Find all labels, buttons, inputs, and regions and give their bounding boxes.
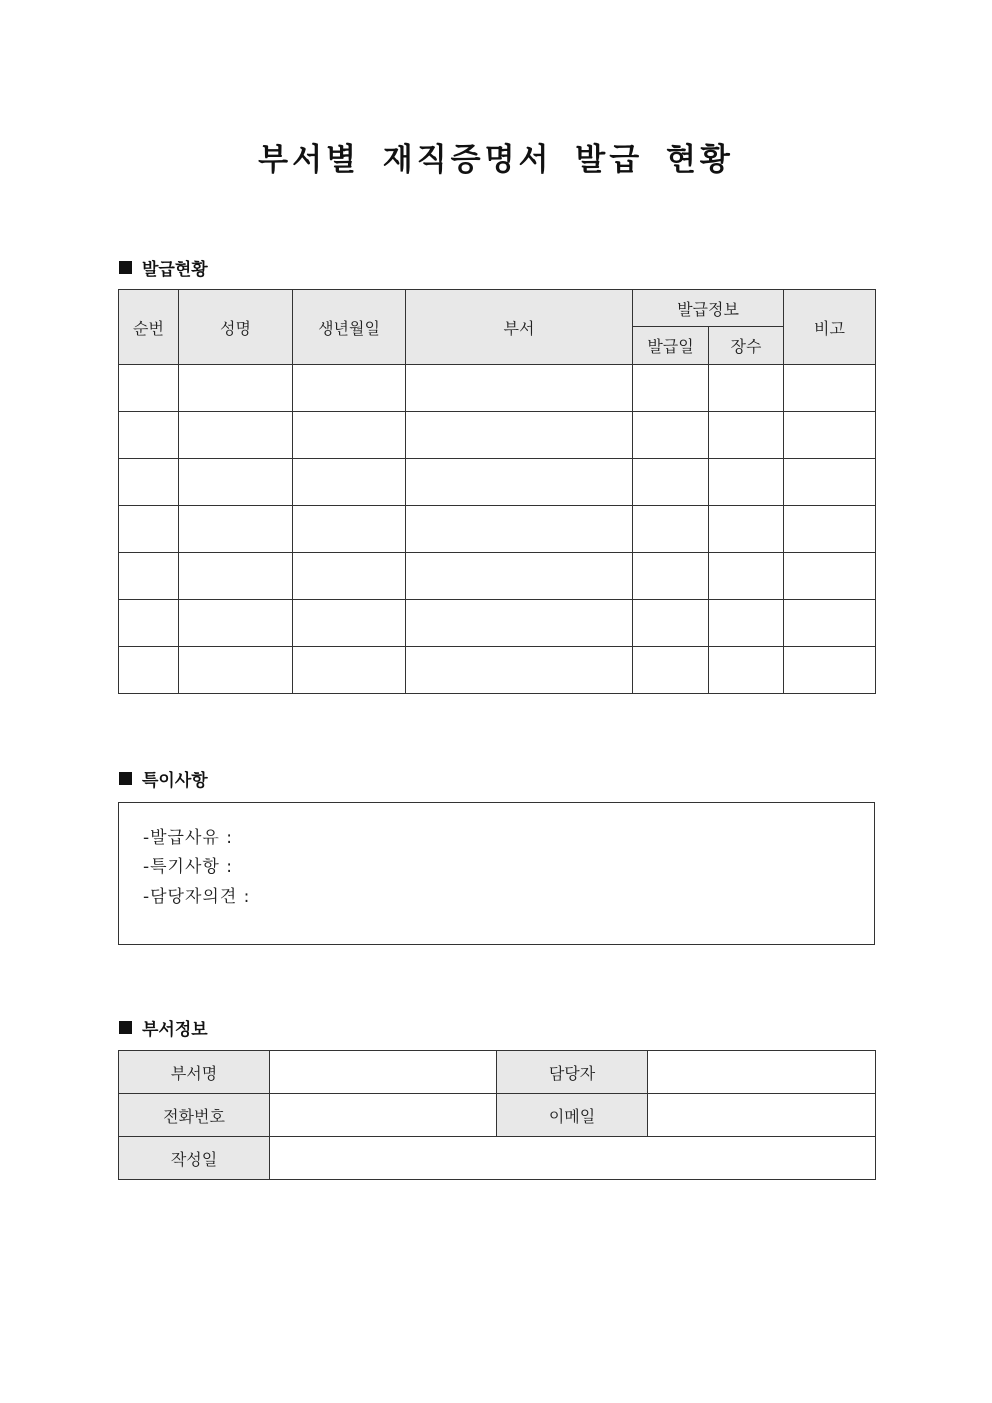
table-cell[interactable] <box>709 553 784 600</box>
table-cell[interactable] <box>119 459 179 506</box>
table-cell[interactable] <box>406 600 633 647</box>
table-cell[interactable] <box>293 412 406 459</box>
table-cell[interactable] <box>119 553 179 600</box>
section-title: 부서정보 <box>142 1020 208 1040</box>
label-phone: 전화번호 <box>119 1094 270 1137</box>
header-count: 장수 <box>709 327 784 365</box>
label-manager: 담당자 <box>497 1051 648 1094</box>
table-cell[interactable] <box>633 506 709 553</box>
table-cell[interactable] <box>784 459 876 506</box>
header-birth: 생년월일 <box>293 290 406 365</box>
table-row <box>119 506 876 553</box>
table-row <box>119 365 876 412</box>
table-cell[interactable] <box>293 459 406 506</box>
value-dept-name[interactable] <box>270 1051 497 1094</box>
table-row <box>119 459 876 506</box>
table-cell[interactable] <box>784 647 876 694</box>
table-row <box>119 600 876 647</box>
table-cell[interactable] <box>119 365 179 412</box>
square-bullet-icon <box>119 772 132 785</box>
table-cell[interactable] <box>293 647 406 694</box>
section-heading-issue-status <box>119 255 208 280</box>
table-cell[interactable] <box>293 600 406 647</box>
table-cell[interactable] <box>709 365 784 412</box>
table-cell[interactable] <box>633 365 709 412</box>
table-cell[interactable] <box>633 412 709 459</box>
label-email: 이메일 <box>497 1094 648 1137</box>
header-issue-date: 발급일 <box>633 327 709 365</box>
square-bullet-icon <box>119 261 132 274</box>
table-cell[interactable] <box>709 412 784 459</box>
header-dept: 부서 <box>406 290 633 365</box>
table-cell[interactable] <box>406 553 633 600</box>
table-cell[interactable] <box>633 647 709 694</box>
table-cell[interactable] <box>179 365 293 412</box>
header-note: 비고 <box>784 290 876 365</box>
remark-special: -특기사항 : <box>143 857 233 877</box>
table-cell[interactable] <box>406 412 633 459</box>
table-cell[interactable] <box>119 412 179 459</box>
section-title: 발급현황 <box>142 260 208 280</box>
table-cell[interactable] <box>406 506 633 553</box>
page-title: 부서별 재직증명서 발급 현황 <box>258 142 734 178</box>
dept-info-table <box>118 1050 876 1180</box>
table-cell[interactable] <box>179 506 293 553</box>
section-title: 특이사항 <box>142 771 208 791</box>
section-heading-dept-info <box>119 1015 208 1040</box>
remarks-box[interactable] <box>118 802 875 945</box>
value-created[interactable] <box>270 1137 876 1180</box>
remark-opinion: -담당자의견 : <box>143 887 251 907</box>
table-row <box>119 553 876 600</box>
table-cell[interactable] <box>179 647 293 694</box>
table-cell[interactable] <box>709 459 784 506</box>
table-cell[interactable] <box>179 412 293 459</box>
table-cell[interactable] <box>784 412 876 459</box>
table-cell[interactable] <box>179 459 293 506</box>
section-heading-remarks <box>119 766 208 791</box>
remark-reason: -발급사유 : <box>143 828 233 848</box>
header-seq: 순번 <box>119 290 179 365</box>
table-cell[interactable] <box>784 365 876 412</box>
table-cell[interactable] <box>293 365 406 412</box>
table-cell[interactable] <box>406 647 633 694</box>
table-cell[interactable] <box>633 553 709 600</box>
value-phone[interactable] <box>270 1094 497 1137</box>
table-cell[interactable] <box>406 459 633 506</box>
table-cell[interactable] <box>633 459 709 506</box>
issue-status-table <box>118 289 876 694</box>
table-cell[interactable] <box>406 365 633 412</box>
table-cell[interactable] <box>119 647 179 694</box>
table-cell[interactable] <box>709 600 784 647</box>
header-issue-info: 발급정보 <box>633 290 784 327</box>
square-bullet-icon <box>119 1021 132 1034</box>
table-cell[interactable] <box>709 506 784 553</box>
value-manager[interactable] <box>648 1051 876 1094</box>
table-cell[interactable] <box>709 647 784 694</box>
label-created: 작성일 <box>119 1137 270 1180</box>
table-cell[interactable] <box>293 506 406 553</box>
table-cell[interactable] <box>633 600 709 647</box>
table-cell[interactable] <box>784 600 876 647</box>
header-name: 성명 <box>179 290 293 365</box>
table-cell[interactable] <box>119 600 179 647</box>
table-row <box>119 412 876 459</box>
label-dept-name: 부서명 <box>119 1051 270 1094</box>
value-email[interactable] <box>648 1094 876 1137</box>
table-cell[interactable] <box>784 553 876 600</box>
table-row <box>119 647 876 694</box>
table-cell[interactable] <box>179 553 293 600</box>
table-cell[interactable] <box>784 506 876 553</box>
table-cell[interactable] <box>293 553 406 600</box>
table-cell[interactable] <box>119 506 179 553</box>
table-cell[interactable] <box>179 600 293 647</box>
